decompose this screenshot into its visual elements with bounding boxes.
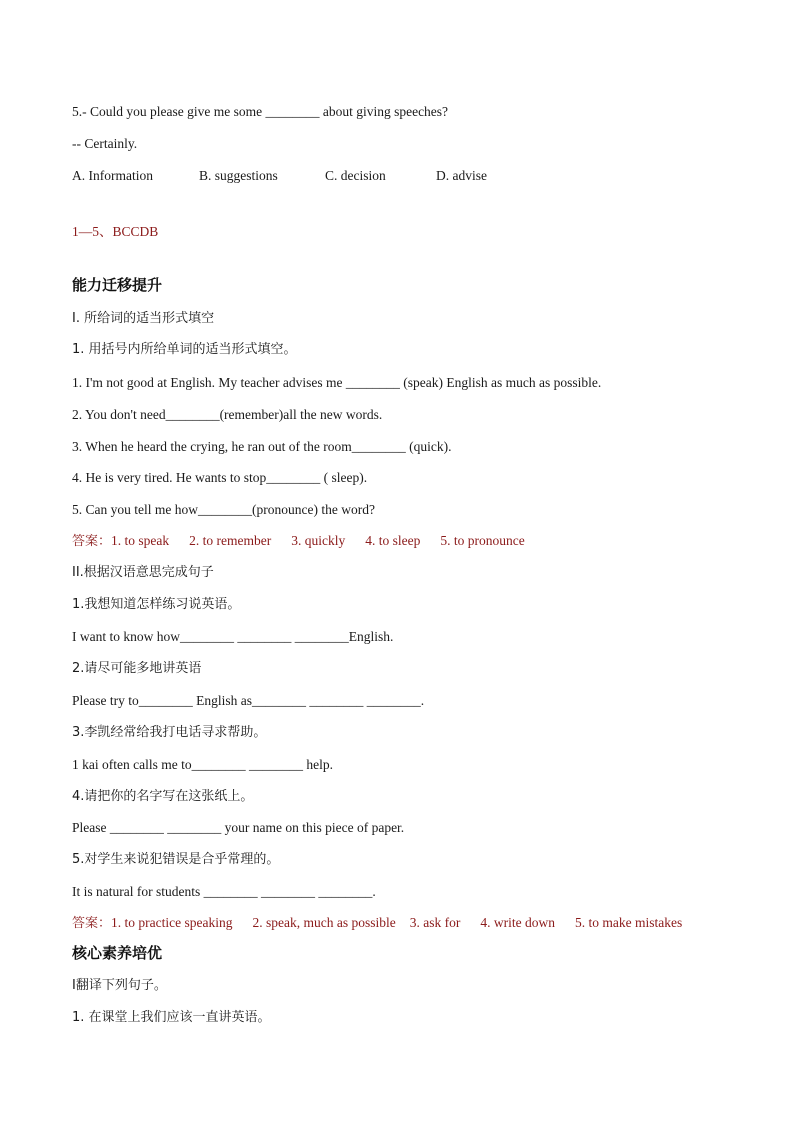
answer-3: 3. quickly [291,533,346,548]
question-5: 5.- Could you please give me some ________ about giving speeches? [72,104,449,119]
section-title-core: 核心素养培优 [72,944,163,962]
translation-3-cn: 3.李凯经常给我打电话寻求帮助。 [72,725,267,740]
section-title-ability: 能力迁移提升 [72,276,163,294]
option-a: A. Information [72,168,153,183]
answer2-2: 2. speak, much as possible [252,915,396,930]
option-d: D. advise [436,168,487,183]
fill-item-1: 1. I'm not good at English. My teacher advises me ________ (speak) English as much as possible. [72,375,602,390]
translation-3-en: 1 kai often calls me to________ ________ help. [72,757,333,772]
question-5-reply: -- Certainly. [72,136,138,151]
answer2-4: 4. write down [480,915,555,930]
fill-item-2: 2. You don't need________(remember)all the new words. [72,407,383,422]
option-c: C. decision [325,168,386,183]
translation-5-en: It is natural for students ________ ________ ________. [72,884,376,899]
answer-1: 1. to speak [111,533,170,548]
option-b: B. suggestions [199,168,278,183]
translation-5-cn: 5.对学生来说犯错误是合乎常理的。 [72,852,280,867]
fill-item-4: 4. He is very tired. He wants to stop________ ( sleep). [72,470,368,485]
translation-4-en: Please ________ ________ your name on this piece of paper. [72,820,405,835]
part1-instruction: 1. 用括号内所给单词的适当形式填空。 [72,342,297,357]
translation-1-en: I want to know how________ ________ ________English. [72,629,394,644]
fill-item-3: 3. When he heard the crying, he ran out of the room________ (quick). [72,439,452,454]
translation-1-cn: 1.我想知道怎样练习说英语。 [72,597,241,612]
answer-5: 5. to pronounce [440,533,525,548]
translation-4-cn: 4.请把你的名字写在这张纸上。 [72,789,254,804]
part1-title: I. 所给词的适当形式填空 [72,311,215,326]
answer2-3: 3. ask for [409,915,461,930]
answers-part2 [72,915,682,932]
answer-1-5: 1—5、BCCDB [72,224,159,239]
translation-2-cn: 2.请尽可能多地讲英语 [72,661,202,676]
answers-part1 [72,533,525,550]
answer-4: 4. to sleep [365,533,421,548]
translation-2-en: Please try to________ English as________ ________ ________. [72,693,425,708]
answer-label-2: 答案： [72,916,112,931]
answer-2: 2. to remember [189,533,272,548]
core-item-1: 1. 在课堂上我们应该一直讲英语。 [72,1010,271,1025]
fill-item-5: 5. Can you tell me how________(pronounce) the word? [72,502,375,517]
core-part1-title: I翻译下列句子。 [72,978,167,993]
answer2-1: 1. to practice speaking [111,915,233,930]
answer2-5: 5. to make mistakes [574,915,683,930]
answer-label: 答案： [72,534,112,549]
part2-title: II.根据汉语意思完成句子 [72,565,214,580]
